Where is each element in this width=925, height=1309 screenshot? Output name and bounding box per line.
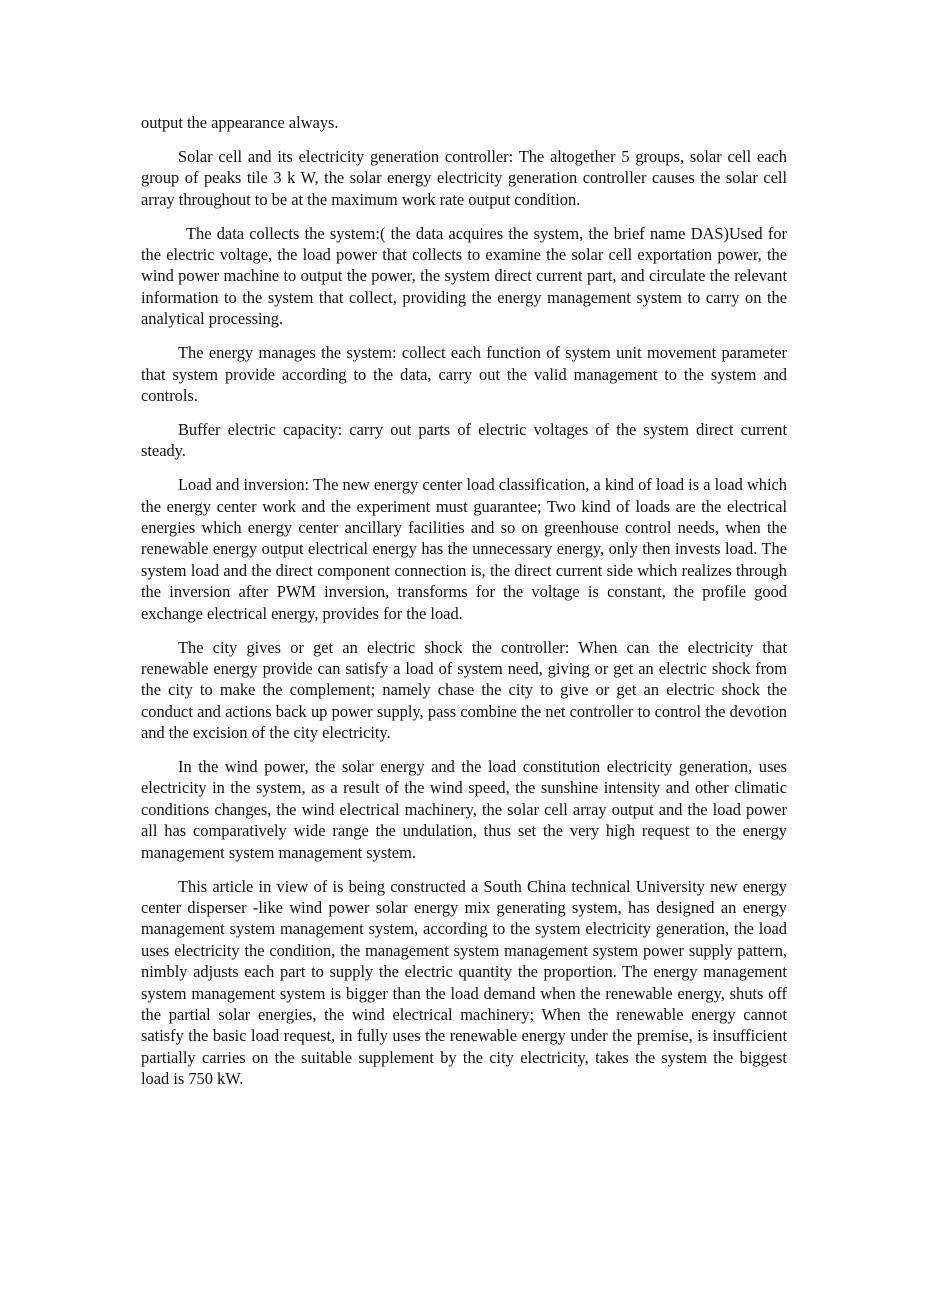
paragraph-article-summary: This article in view of is being constructed a South China technical University new energy center disperser -like wind power solar energy mix generating system, has designed an energy management system management system, according to the system electricity generation, the load uses electricity the condition, the management system management system power supply pattern, nimbly adjusts each part to supply the electric quantity the proportion. The energy management system management system is bigger than the load demand when the renewable energy, shuts off the partial solar energies, the wind electrical machinery; When the renewable energy cannot satisfy the basic load request, in fully uses the renewable energy under the premise, is insufficient partially carries on the suitable supplement by the city electricity, takes the system the biggest load is 750 kW. (141, 876, 787, 1089)
paragraph-load-inversion: Load and inversion: The new energy center load classification, a kind of load is a load which the energy center work and the experiment must guarantee; Two kind of loads are the electrical energies which energy center ancillary facilities and so on greenhouse control needs, when the renewable energy output electrical energy has the unnecessary energy, only then invests load. The system load and the direct component connection is, the direct current side which realizes through the inversion after PWM inversion, transforms for the voltage is constant, the profile good exchange electrical energy, provides for the load. (141, 475, 787, 623)
paragraph-wind-solar: In the wind power, the solar energy and the load constitution electricity generation, uses electricity in the system, as a result of the wind speed, the sunshine intensity and other climatic conditions changes, the wind electrical machinery, the solar cell array output and the load power all has comparatively wide range the undulation, thus set the very high request to the energy management system management system. (141, 757, 787, 862)
paragraph-energy-management: The energy manages the system: collect each function of system unit movement parameter that system provide according to the data, carry out the valid management to the system and controls. (141, 343, 787, 405)
paragraph-data-collection: The data collects the system:( the data acquires the system, the brief name DAS)Used for the electric voltage, the load power that collects to examine the solar cell exportation power, the wind power machine to output the power, the system direct current part, and circulate the relevant information to the system that collect, providing the energy management system to carry on the analytical processing. (141, 223, 787, 329)
document-page (141, 112, 787, 1102)
paragraph-continued: output the appearance always. (141, 113, 339, 132)
paragraph-solar-cell: Solar cell and its electricity generation controller: The altogether 5 groups, solar cell each group of peaks tile 3 k W, the solar energy electricity generation controller causes the solar cell array throughout to be at the maximum work rate output condition. (141, 146, 787, 209)
paragraph-buffer-capacity: Buffer electric capacity: carry out parts of electric voltages of the system direct current steady. (141, 419, 787, 461)
paragraph-city-controller: The city gives or get an electric shock the controller: When can the electricity that renewable energy provide can satisfy a load of system need, giving or get an electric shock from the city to make the complement; namely chase the city to give or get an electric shock the conduct and actions back up power supply, pass combine the net controller to control the devotion and the excision of the city electricity. (141, 637, 787, 743)
